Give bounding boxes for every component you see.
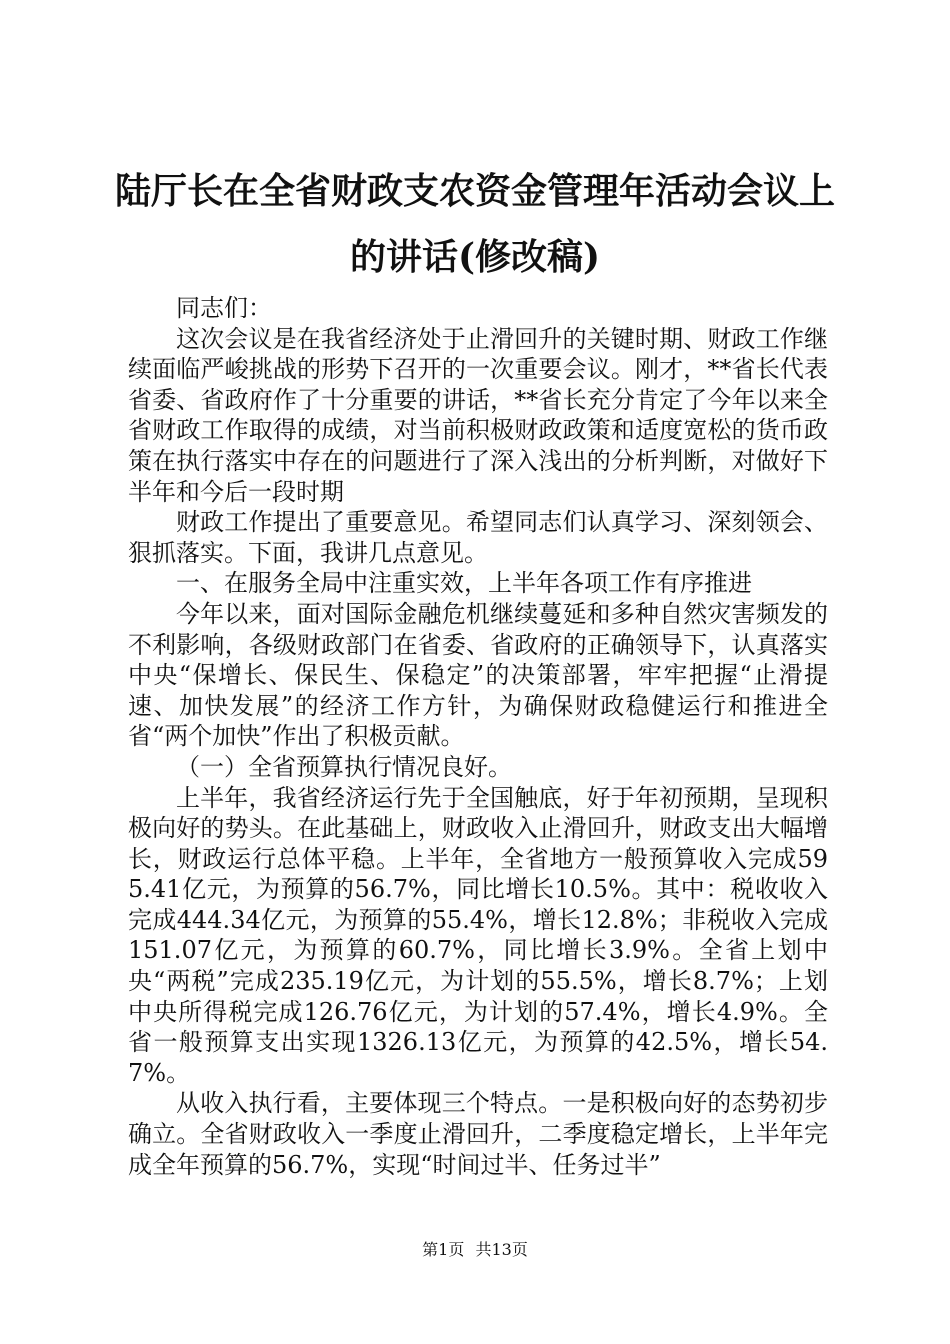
paragraph: 上半年，我省经济运行先于全国触底，好于年初预期，呈现积极向好的势头。在此基础上，财政收入止滑回升，财政支出大幅增长，财政运行总体平稳。上半年，全省地方一般预算收入完成595.41亿元，为预算的56.7%，同比增长10.5%。其中：税收收入完成444.34亿元，为预算的55.4%，增长12.8%；非税收入完成151.07亿元，为预算的60.7%，同比增长3.9%。全省上划中央“两税”完成235.19亿元，为计划的55.5%，增长8.7%；上划中央所得税完成126.76亿元，为计划的57.4%，增长4.9%。全省一般预算支出实现1326.13亿元，为预算的42.5%，增长54.7%。 — [128, 783, 828, 1087]
section-heading: 一、在服务全局中注重实效，上半年各项工作有序推进 — [176, 569, 752, 598]
paragraph: 这次会议是在我省经济处于止滑回升的关键时期、财政工作继续面临严峻挑战的形势下召开的一次重要会议。刚才，**省长代表省委、省政府作了十分重要的讲话，**省长充分肯定了今年以来全省财政工作取得的成绩，对当前积极财政政策和适度宽松的货币政策在执行落实中存在的问题进行了深入浅出的分析判断，对做好下半年和今后一段时期 — [128, 324, 828, 506]
page-footer — [0, 1240, 950, 1260]
paragraph: 今年以来，面对国际金融危机继续蔓延和多种自然灾害频发的不利影响，各级财政部门在省委、省政府的正确领导下，认真落实中央“保增长、保民生、保稳定”的决策部署，牢牢把握“止滑提速、加快发展”的经济工作方针，为确保财政稳健运行和推进全省“两个加快”作出了积极贡献。 — [128, 599, 828, 751]
page-number: 第1页 — [422, 1240, 465, 1259]
paragraph: 从收入执行看，主要体现三个特点。一是积极向好的态势初步确立。全省财政收入一季度止滑回升，二季度稳定增长，上半年完成全年预算的56.7%，实现“时间过半、任务过半” — [128, 1089, 828, 1179]
document-title: 陆厅长在全省财政支农资金管理年活动会议上的讲话(修改稿) — [114, 170, 835, 278]
paragraph: 财政工作提出了重要意见。希望同志们认真学习、深刻领会、狠抓落实。下面，我讲几点意见。 — [128, 508, 828, 567]
subsection-heading: （一）全省预算执行情况良好。 — [176, 752, 512, 781]
salutation: 同志们： — [176, 294, 272, 322]
page-total: 共13页 — [475, 1240, 528, 1259]
document-body — [128, 293, 828, 1180]
